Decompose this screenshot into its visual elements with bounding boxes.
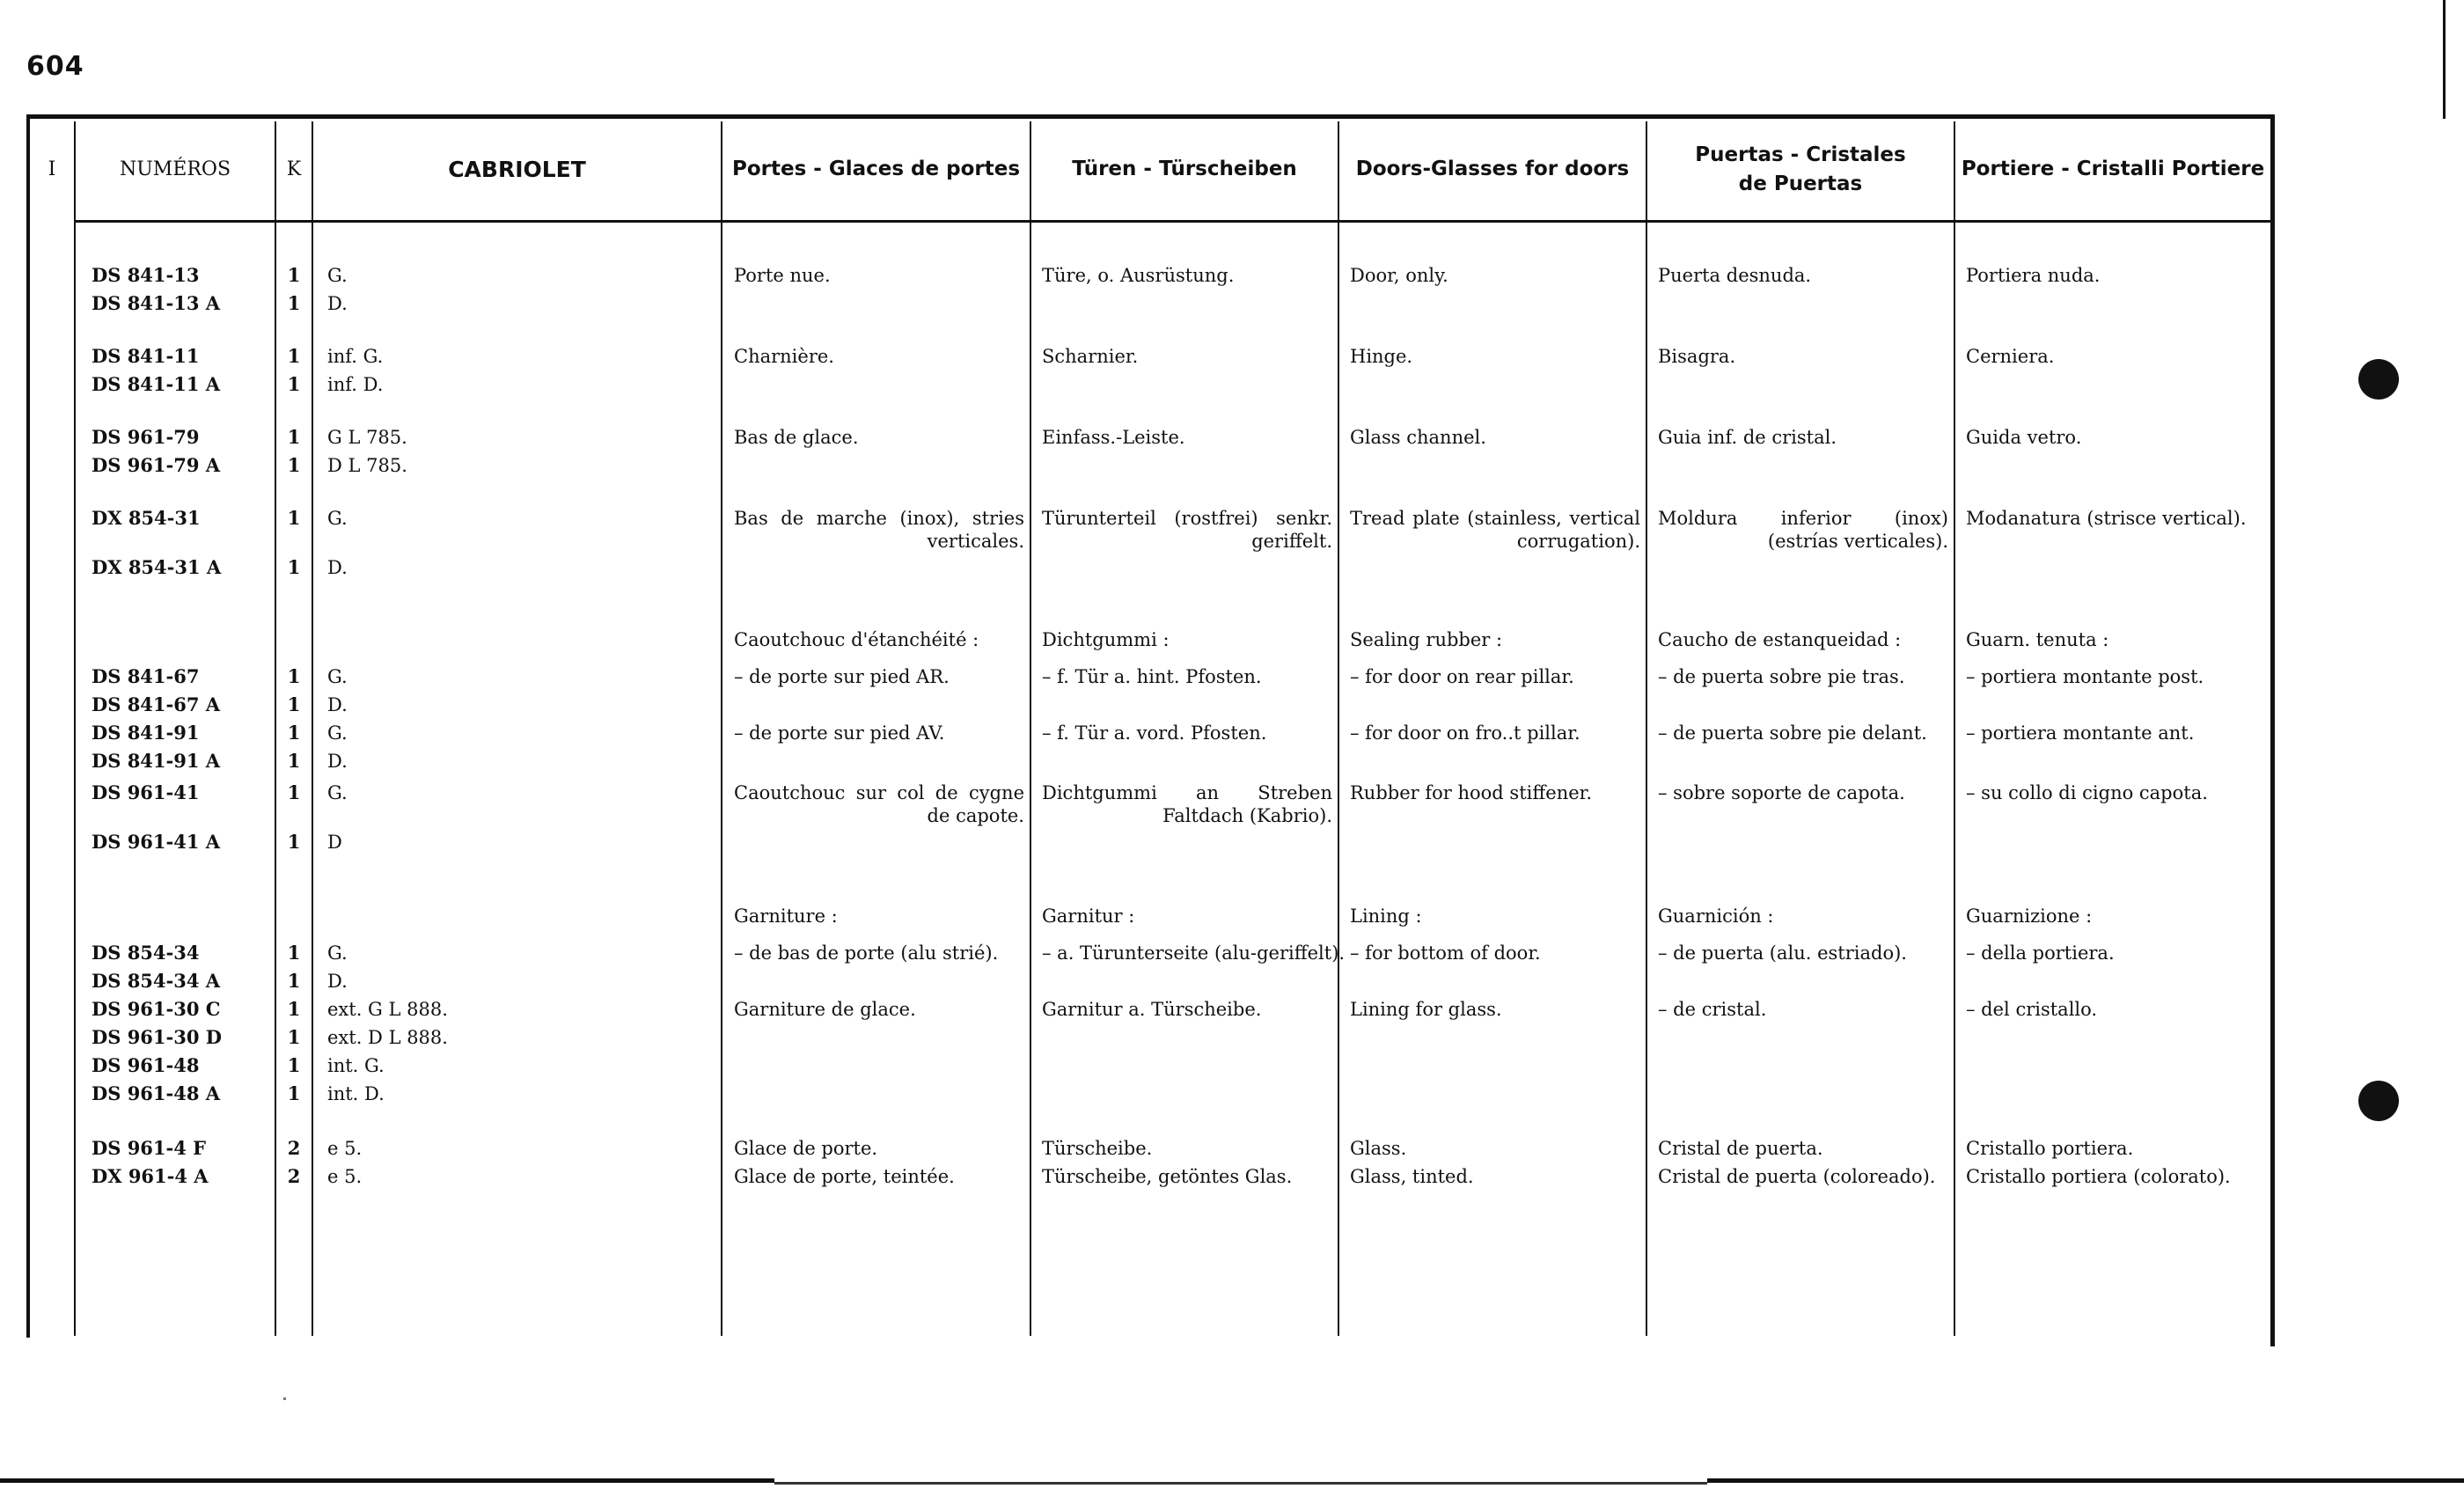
table-row (26, 693, 2270, 722)
table-right-border (2270, 114, 2275, 1346)
table-row (26, 264, 2270, 292)
variant-desc: D. (327, 293, 348, 314)
desc-spanish: Cristal de puerta. (1658, 1138, 1823, 1159)
header-italian: Portiere - Cristalli Portiere (1961, 158, 2265, 181)
table-row (26, 1137, 2270, 1165)
desc-french: Caoutchouc sur col de cygne de capote. (734, 782, 1024, 826)
variant-desc: G L 785. (327, 427, 407, 448)
quantity: 1 (287, 556, 301, 578)
desc-italian: Guarn. tenuta : (1966, 629, 2109, 650)
desc-german: – a. Türunterseite (alu-geriffelt). (1042, 942, 1346, 964)
desc-italian: – della portiera. (1966, 942, 2115, 964)
desc-german: Türunterteil (rostfrei) senkr. geriffelt. (1042, 508, 1332, 552)
desc-english: Hinge. (1350, 346, 1413, 367)
desc-german: Dichtgummi : (1042, 629, 1170, 650)
part-number: DS 854-34 A (92, 970, 221, 992)
desc-german: – f. Tür a. hint. Pfosten. (1042, 666, 1262, 687)
desc-french: Caoutchouc d'étanchéité : (734, 629, 979, 650)
variant-desc: e 5. (327, 1138, 363, 1159)
desc-french: Bas de marche (inox), stries verticales. (734, 508, 1024, 552)
part-number: DS 841-91 A (92, 750, 221, 772)
desc-spanish: Guia inf. de cristal. (1658, 427, 1837, 448)
variant-desc: ext. D L 888. (327, 1027, 448, 1048)
quantity: 1 (287, 1054, 301, 1076)
part-number: DX 961-4 A (92, 1165, 209, 1187)
header-qty: K (286, 158, 302, 181)
desc-italian: Guida vetro. (1966, 427, 2082, 448)
desc-english: Glass. (1350, 1138, 1407, 1159)
desc-german: Dichtgummi an Streben Faltdach (Kabrio). (1042, 782, 1332, 826)
table-top-border (26, 114, 2274, 119)
variant-desc: G. (327, 782, 348, 803)
desc-german: Einfass.-Leiste. (1042, 427, 1185, 448)
variant-desc: D. (327, 557, 348, 578)
desc-english: Glass, tinted. (1350, 1166, 1474, 1187)
variant-desc: int. D. (327, 1083, 385, 1104)
variant-desc: D (327, 832, 342, 853)
table-row (26, 831, 2270, 859)
quantity: 1 (287, 507, 301, 529)
part-number: DS 841-91 (92, 722, 200, 744)
quantity: 1 (287, 1026, 301, 1048)
table-row (26, 750, 2270, 778)
header-english: Doors-Glasses for doors (1355, 158, 1630, 181)
bottom-rule (774, 1482, 1707, 1485)
part-number: DS 841-11 (92, 345, 200, 367)
quantity: 1 (287, 693, 301, 715)
part-number: DS 961-30 C (92, 998, 221, 1020)
desc-german: Türscheibe, getöntes Glas. (1042, 1166, 1293, 1187)
table-row (26, 345, 2270, 373)
desc-spanish: – de cristal. (1658, 999, 1767, 1020)
quantity: 1 (287, 426, 301, 448)
table-row (26, 292, 2270, 320)
desc-italian: – portiera montante ant. (1966, 722, 2195, 744)
part-number: DS 961-41 A (92, 831, 221, 853)
desc-spanish: Puerta desnuda. (1658, 265, 1812, 286)
desc-german: Garnitur a. Türscheibe. (1042, 999, 1262, 1020)
quantity: 1 (287, 942, 301, 964)
table-row (26, 781, 2270, 826)
quantity: 1 (287, 831, 301, 853)
quantity: 1 (287, 264, 301, 286)
table-row (26, 722, 2270, 750)
desc-spanish: – de puerta sobre pie tras. (1658, 666, 1905, 687)
desc-french: – de bas de porte (alu strié). (734, 942, 999, 964)
table-row (26, 628, 2270, 656)
table-row (26, 1026, 2270, 1054)
part-number: DS 961-41 (92, 781, 200, 803)
variant-desc: G. (327, 666, 348, 687)
desc-spanish: Caucho de estanqueidad : (1658, 629, 1902, 650)
desc-english: Door, only. (1350, 265, 1448, 286)
table-row (26, 454, 2270, 482)
header-rule (76, 220, 2270, 223)
desc-english: – for bottom of door. (1350, 942, 1541, 964)
header-spanish: Puertas - Cristales de Puertas (1695, 143, 1906, 195)
desc-english: Lining for glass. (1350, 999, 1502, 1020)
variant-desc: e 5. (327, 1166, 363, 1187)
bottom-rule (0, 1478, 774, 1483)
desc-german: – f. Tür a. vord. Pfosten. (1042, 722, 1267, 744)
desc-spanish: Bisagra. (1658, 346, 1736, 367)
table-row (26, 970, 2270, 998)
variant-desc: D. (327, 971, 348, 992)
desc-italian: – portiera montante post. (1966, 666, 2204, 687)
desc-english: Glass channel. (1350, 427, 1486, 448)
desc-italian: Cristallo portiera. (1966, 1138, 2134, 1159)
quantity: 2 (287, 1165, 301, 1187)
table-row (26, 507, 2270, 552)
desc-italian: Portiera nuda. (1966, 265, 2101, 286)
desc-german: Türscheibe. (1042, 1138, 1153, 1159)
desc-english: Lining : (1350, 906, 1422, 927)
quantity: 1 (287, 665, 301, 687)
desc-french: Garniture : (734, 906, 838, 927)
part-number: DS 854-34 (92, 942, 200, 964)
desc-italian: Modanatura (strisce vertical). (1966, 508, 2247, 529)
variant-desc: inf. G. (327, 346, 384, 367)
desc-italian: Cristallo portiera (colorato). (1966, 1166, 2231, 1187)
desc-french: Garniture de glace. (734, 999, 916, 1020)
desc-english: Tread plate (stainless, vertical corrugation). (1350, 508, 1640, 552)
desc-german: Türe, o. Ausrüstung. (1042, 265, 1235, 286)
header-german: Türen - Türscheiben (1072, 158, 1297, 181)
table-row (26, 1165, 2270, 1193)
part-number: DS 961-4 F (92, 1137, 207, 1159)
variant-desc: G. (327, 942, 348, 964)
header-model: CABRIOLET (448, 156, 586, 182)
bottom-rule (1707, 1478, 2464, 1483)
desc-spanish: Guarnición : (1658, 906, 1774, 927)
margin-rule (2443, 0, 2446, 119)
desc-french: Porte nue. (734, 265, 831, 286)
part-number: DS 841-67 A (92, 693, 221, 715)
part-number: DS 961-48 A (92, 1082, 221, 1104)
quantity: 1 (287, 970, 301, 992)
desc-italian: Cerniera. (1966, 346, 2055, 367)
quantity: 1 (287, 750, 301, 772)
page-number: 604 (26, 51, 84, 82)
print-speck (283, 1397, 286, 1400)
desc-spanish: – sobre soporte de capota. (1658, 782, 1905, 803)
desc-italian: Guarnizione : (1966, 906, 2093, 927)
table-row (26, 556, 2270, 584)
table-row (26, 1082, 2270, 1111)
quantity: 1 (287, 292, 301, 314)
part-number: DX 854-31 A (92, 556, 222, 578)
binding-hole-icon (2358, 359, 2399, 400)
part-number: DS 841-67 (92, 665, 200, 687)
quantity: 2 (287, 1137, 301, 1159)
variant-desc: D. (327, 751, 348, 772)
desc-spanish: – de puerta sobre pie delant. (1658, 722, 1927, 744)
header-numbers: NUMÉROS (119, 158, 231, 181)
part-number: DS 961-79 A (92, 454, 221, 476)
quantity: 1 (287, 722, 301, 744)
variant-desc: G. (327, 508, 348, 529)
variant-desc: int. G. (327, 1055, 385, 1076)
quantity: 1 (287, 345, 301, 367)
header-french: Portes - Glaces de portes (731, 158, 1021, 181)
quantity: 1 (287, 781, 301, 803)
variant-desc: G. (327, 265, 348, 286)
variant-desc: G. (327, 722, 348, 744)
quantity: 1 (287, 998, 301, 1020)
desc-italian: – su collo di cigno capota. (1966, 782, 2208, 803)
part-number: DS 961-30 D (92, 1026, 222, 1048)
table-row (26, 905, 2270, 933)
desc-english: – for door on fro..t pillar. (1350, 722, 1580, 744)
desc-english: Sealing rubber : (1350, 629, 1503, 650)
table-row (26, 942, 2270, 970)
desc-french: – de porte sur pied AR. (734, 666, 950, 687)
desc-spanish: Moldura inferior (inox) (estrías verticales). (1658, 508, 1948, 552)
desc-german: Garnitur : (1042, 906, 1135, 927)
quantity: 1 (287, 373, 301, 395)
part-number: DX 854-31 (92, 507, 201, 529)
desc-english: – for door on rear pillar. (1350, 666, 1574, 687)
part-number: DS 841-11 A (92, 373, 221, 395)
desc-english: Rubber for hood stiffener. (1350, 782, 1593, 803)
table-row (26, 998, 2270, 1026)
table-row (26, 1054, 2270, 1082)
binding-hole-icon (2358, 1081, 2399, 1121)
quantity: 1 (287, 1082, 301, 1104)
desc-french: Glace de porte. (734, 1138, 878, 1159)
quantity: 1 (287, 454, 301, 476)
part-number: DS 841-13 (92, 264, 200, 286)
desc-french: Charnière. (734, 346, 834, 367)
table-row (26, 665, 2270, 693)
part-number: DS 961-48 (92, 1054, 200, 1076)
desc-spanish: – de puerta (alu. estriado). (1658, 942, 1907, 964)
table-row (26, 426, 2270, 454)
variant-desc: inf. D. (327, 374, 384, 395)
desc-french: Bas de glace. (734, 427, 859, 448)
part-number: DS 961-79 (92, 426, 200, 448)
desc-french: Glace de porte, teintée. (734, 1166, 955, 1187)
variant-desc: ext. G L 888. (327, 999, 448, 1020)
desc-spanish: Cristal de puerta (coloreado). (1658, 1166, 1936, 1187)
variant-desc: D. (327, 694, 348, 715)
table-row (26, 373, 2270, 401)
desc-french: – de porte sur pied AV. (734, 722, 945, 744)
part-number: DS 841-13 A (92, 292, 221, 314)
header-index: I (48, 158, 56, 181)
desc-german: Scharnier. (1042, 346, 1139, 367)
variant-desc: D L 785. (327, 455, 407, 476)
desc-italian: – del cristallo. (1966, 999, 2098, 1020)
